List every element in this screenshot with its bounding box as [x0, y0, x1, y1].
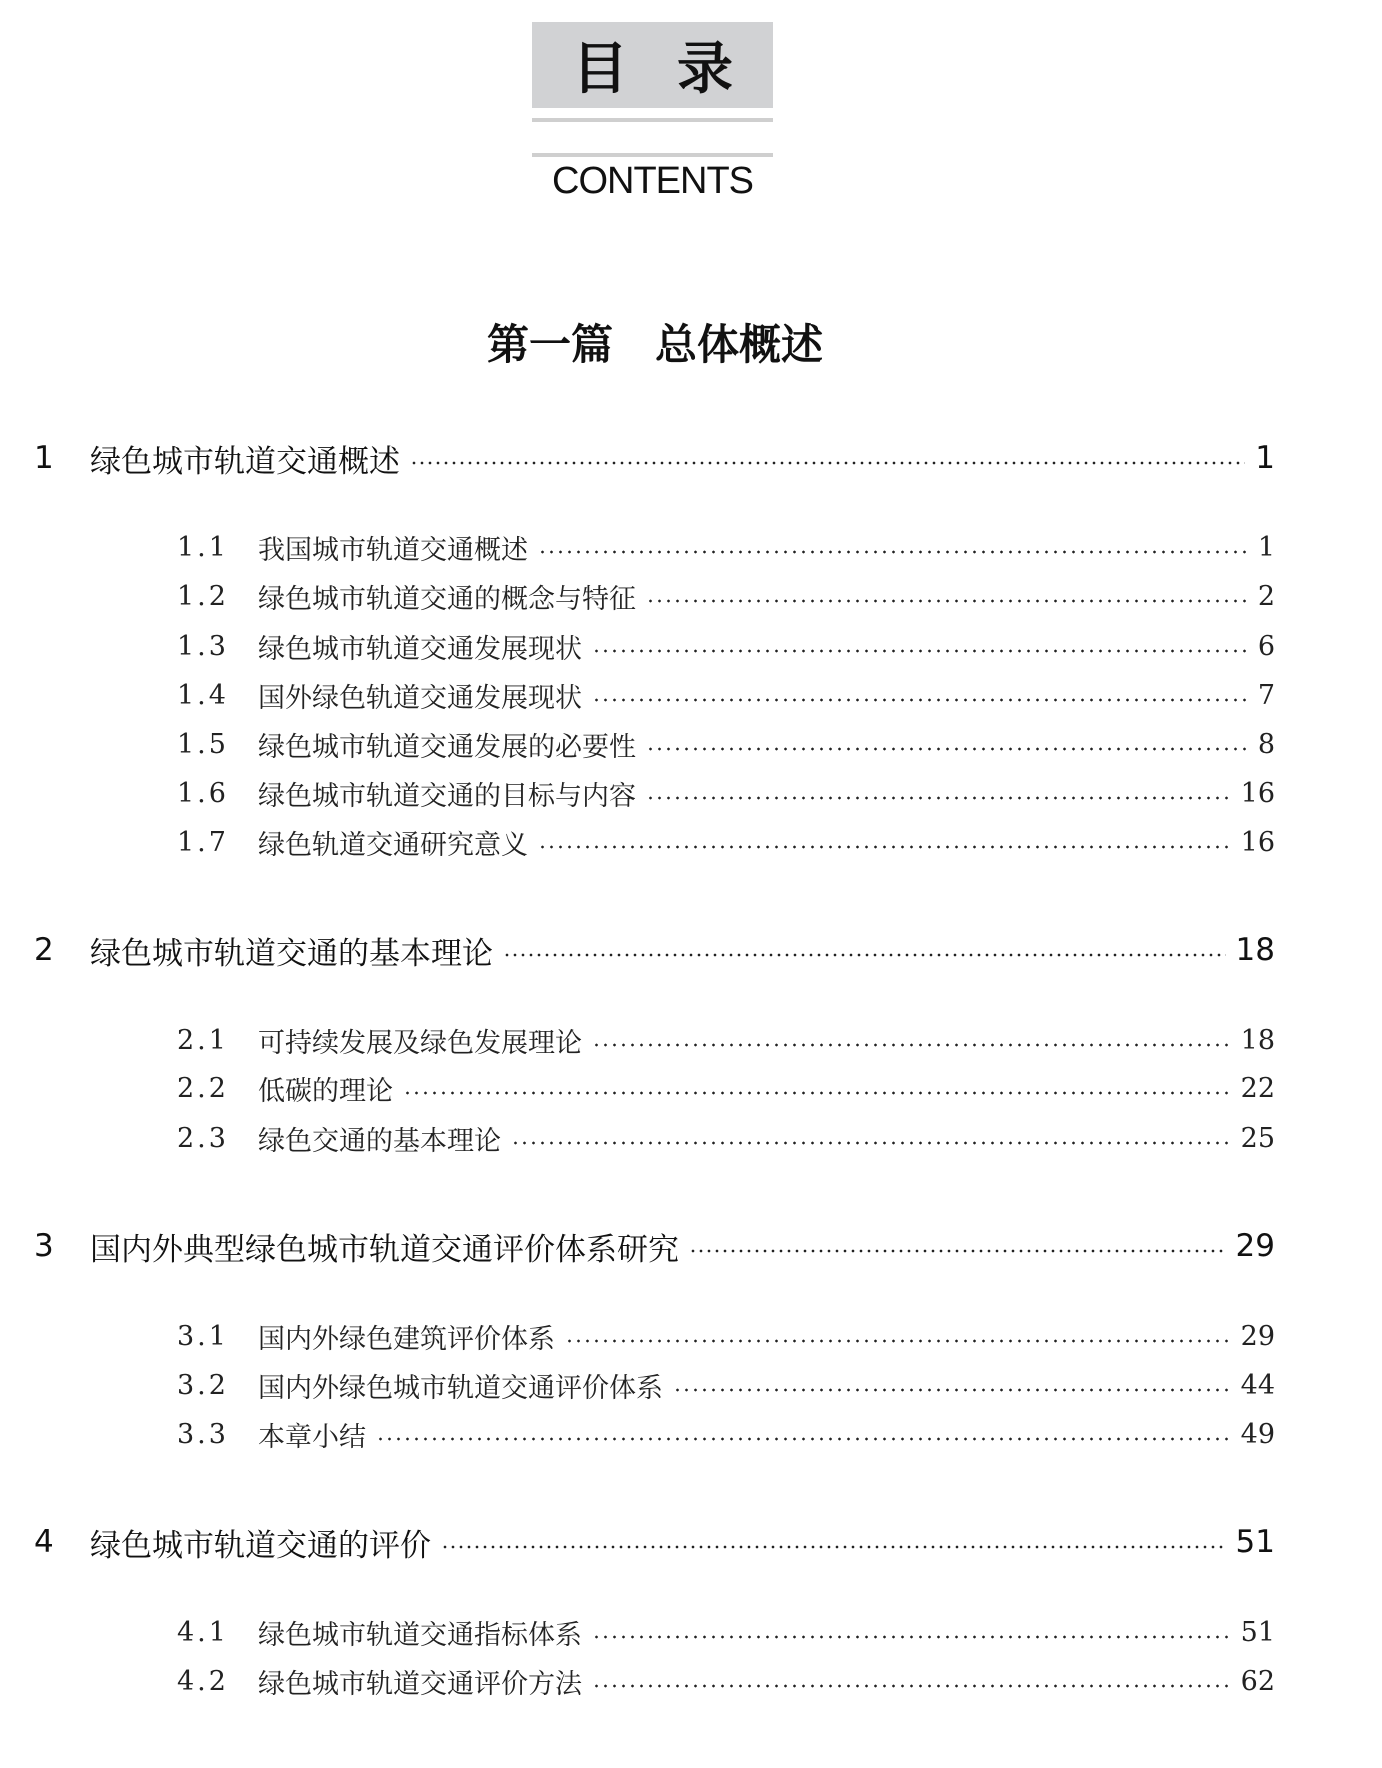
contents-subtitle: CONTENTS — [552, 160, 753, 202]
toc-title-box — [532, 22, 773, 108]
dot-leader — [592, 698, 1248, 702]
dot-leader — [592, 649, 1248, 653]
toc-section-entry-title: 绿色轨道交通研究意义 — [258, 829, 528, 861]
part-title: 第一篇 总体概述 — [486, 320, 823, 369]
toc-section-entry-title: 国内外绿色建筑评价体系 — [258, 1323, 555, 1355]
dot-leader — [441, 1545, 1226, 1549]
dot-leader — [646, 796, 1231, 800]
toc-section-entry-number: 3.3 — [177, 1418, 229, 1450]
toc-section-entry-title: 可持续发展及绿色发展理论 — [258, 1027, 582, 1059]
toc-section-entry-title: 绿色交通的基本理论 — [258, 1125, 501, 1157]
divider — [532, 153, 773, 157]
dot-leader — [592, 1043, 1231, 1047]
toc-section-entry-number: 4.2 — [177, 1665, 229, 1697]
dot-leader — [592, 1684, 1231, 1688]
toc-chapter-entry[interactable] — [34, 1522, 1275, 1562]
toc-section-entry-title: 国外绿色轨道交通发展现状 — [258, 682, 582, 714]
toc-chapter-entry-page-number: 18 — [1235, 932, 1275, 968]
dot-leader — [565, 1339, 1231, 1343]
toc-chapter-entry[interactable] — [34, 438, 1275, 478]
toc-section-entry-page-number: 16 — [1240, 826, 1275, 858]
toc-section-entry[interactable] — [177, 1118, 1275, 1158]
toc-section-entry-title: 低碳的理论 — [258, 1075, 393, 1107]
toc-section-entry[interactable] — [177, 1020, 1275, 1060]
toc-section-entry-page-number: 8 — [1257, 728, 1275, 760]
toc-chapter-entry-number: 4 — [34, 1524, 54, 1560]
toc-section-entry-number: 1.3 — [177, 630, 229, 662]
toc-chapter-entry-number: 2 — [34, 932, 54, 968]
toc-section-entry-number: 1.1 — [177, 531, 229, 563]
toc-chapter-entry-title: 国内外典型绿色城市轨道交通评价体系研究 — [90, 1231, 679, 1268]
toc-section-entry-title: 绿色城市轨道交通的概念与特征 — [258, 583, 636, 615]
toc-section-entry-title: 绿色城市轨道交通的目标与内容 — [258, 780, 636, 812]
toc-chapter-entry-page-number: 29 — [1235, 1228, 1275, 1264]
divider — [532, 118, 773, 122]
toc-section-entry-number: 1.5 — [177, 728, 229, 760]
toc-section-entry-title: 绿色城市轨道交通发展的必要性 — [258, 731, 636, 763]
dot-leader — [673, 1388, 1231, 1392]
toc-section-entry-page-number: 51 — [1240, 1616, 1275, 1648]
toc-chapter-entry-title: 绿色城市轨道交通的评价 — [90, 1527, 431, 1564]
dot-leader — [538, 845, 1231, 849]
toc-section-entry-number: 1.6 — [177, 777, 229, 809]
toc-title-char: 目 — [572, 37, 628, 102]
toc-section-entry-page-number: 25 — [1240, 1122, 1275, 1154]
toc-section-entry-number: 1.2 — [177, 580, 229, 612]
toc-chapter-entry-number: 1 — [34, 440, 54, 476]
dot-leader — [511, 1141, 1231, 1145]
toc-section-entry[interactable] — [177, 724, 1275, 764]
toc-section-entry-page-number: 2 — [1257, 580, 1275, 612]
toc-section-entry-number: 2.2 — [177, 1072, 229, 1104]
toc-section-entry[interactable] — [177, 626, 1275, 666]
toc-chapter-entry-title: 绿色城市轨道交通概述 — [90, 443, 400, 480]
dot-leader — [410, 461, 1245, 465]
toc-section-entry-page-number: 18 — [1240, 1024, 1275, 1056]
toc-chapter-entry-number: 3 — [34, 1228, 54, 1264]
toc-chapter-entry-page-number: 51 — [1235, 1524, 1275, 1560]
toc-chapter-entry-page-number: 1 — [1255, 440, 1275, 476]
toc-chapter-entry[interactable] — [34, 1226, 1275, 1266]
dot-leader — [503, 953, 1226, 957]
toc-section-entry-number: 2.1 — [177, 1024, 229, 1056]
toc-section-entry-number: 3.2 — [177, 1369, 229, 1401]
toc-section-entry-title: 国内外绿色城市轨道交通评价体系 — [258, 1372, 663, 1404]
toc-section-entry-page-number: 6 — [1257, 630, 1275, 662]
toc-section-entry-number: 2.3 — [177, 1122, 229, 1154]
toc-chapter-entry[interactable] — [34, 930, 1275, 970]
toc-section-entry[interactable] — [177, 1365, 1275, 1405]
toc-section-entry-number: 1.4 — [177, 679, 229, 711]
toc-section-entry[interactable] — [177, 527, 1275, 567]
toc-section-entry-page-number: 22 — [1240, 1072, 1275, 1104]
toc-section-entry-page-number: 7 — [1257, 679, 1275, 711]
toc-section-entry-number: 1.7 — [177, 826, 229, 858]
toc-section-entry[interactable] — [177, 1316, 1275, 1356]
toc-section-entry[interactable] — [177, 1414, 1275, 1454]
toc-section-entry[interactable] — [177, 576, 1275, 616]
dot-leader — [646, 599, 1248, 603]
toc-section-entry-page-number: 29 — [1240, 1320, 1275, 1352]
toc-section-entry-page-number: 1 — [1257, 531, 1275, 563]
dot-leader — [689, 1249, 1226, 1253]
toc-section-entry[interactable] — [177, 822, 1275, 862]
dot-leader — [403, 1091, 1231, 1095]
dot-leader — [376, 1437, 1231, 1441]
toc-section-entry[interactable] — [177, 1068, 1275, 1108]
toc-section-entry-title: 绿色城市轨道交通评价方法 — [258, 1668, 582, 1700]
toc-section-entry-title: 我国城市轨道交通概述 — [258, 534, 528, 566]
toc-section-entry-number: 3.1 — [177, 1320, 229, 1352]
toc-chapter-entry-title: 绿色城市轨道交通的基本理论 — [90, 935, 493, 972]
toc-section-entry-title: 本章小结 — [258, 1421, 366, 1453]
dot-leader — [646, 747, 1248, 751]
toc-section-entry-page-number: 44 — [1240, 1369, 1275, 1401]
toc-section-entry-title: 绿色城市轨道交通发展现状 — [258, 633, 582, 665]
toc-section-entry-page-number: 16 — [1240, 777, 1275, 809]
dot-leader — [592, 1635, 1231, 1639]
dot-leader — [538, 550, 1248, 554]
toc-section-entry[interactable] — [177, 1661, 1275, 1701]
toc-section-entry[interactable] — [177, 675, 1275, 715]
toc-section-entry-page-number: 62 — [1240, 1665, 1275, 1697]
toc-section-entry-number: 4.1 — [177, 1616, 229, 1648]
toc-section-entry[interactable] — [177, 773, 1275, 813]
toc-section-entry[interactable] — [177, 1612, 1275, 1652]
toc-section-entry-page-number: 49 — [1240, 1418, 1275, 1450]
toc-section-entry-title: 绿色城市轨道交通指标体系 — [258, 1619, 582, 1651]
toc-title-char: 录 — [677, 37, 733, 102]
